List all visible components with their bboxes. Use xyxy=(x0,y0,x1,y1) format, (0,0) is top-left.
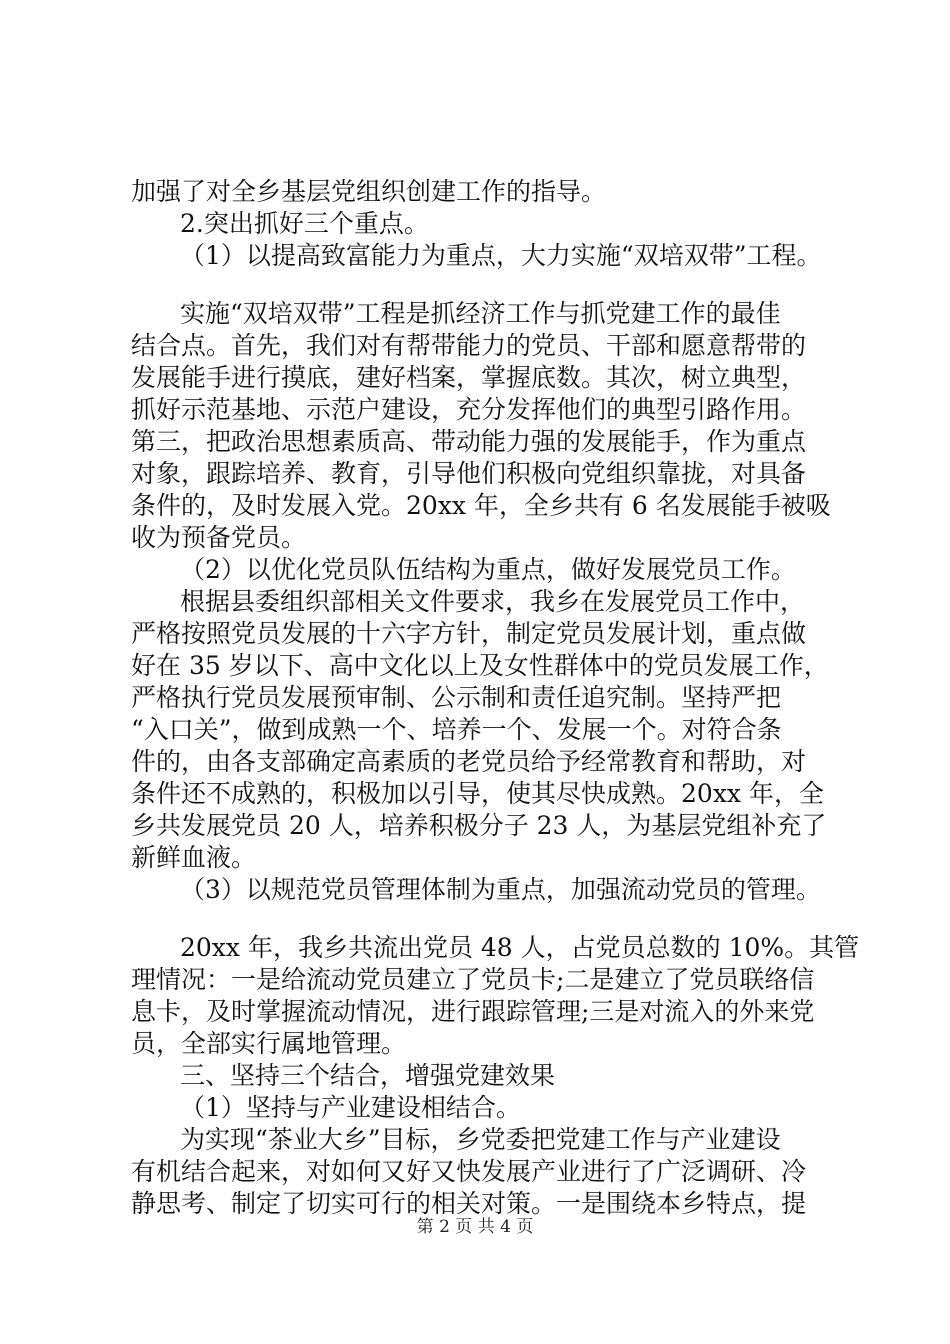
text-line: 实施“双培双带”工程是抓经济工作与抓党建工作的最佳 xyxy=(180,299,781,328)
text-line: 严格执行党员发展预审制、公示制和责任追究制。坚持严把 xyxy=(131,683,782,712)
section-heading: 三、坚持三个结合，增强党建效果 xyxy=(180,1061,556,1090)
text-line: 加强了对全乡基层党组织创建工作的指导。 xyxy=(131,177,607,206)
text-line: （3）以规范党员管理体制为重点，加强流动党员的管理。 xyxy=(180,875,821,904)
text-line: 乡共发展党员 20 人，培养积极分子 23 人，为基层党组补充了 xyxy=(131,811,827,840)
text-line: 对象，跟踪培养、教育，引导他们积极向党组织靠拢，对具备 xyxy=(131,459,807,488)
text-line: 严格按照党员发展的十六字方针，制定党员发展计划，重点做 xyxy=(131,619,807,648)
text-line: 发展能手进行摸底，建好档案，掌握底数。其次，树立典型， xyxy=(131,363,807,392)
text-line: （1）坚持与产业建设相结合。 xyxy=(180,1093,521,1122)
text-line: （2）以优化党员队伍结构为重点，做好发展党员工作。 xyxy=(180,555,796,584)
text-line: 20xx 年，我乡共流出党员 48 人，占党员总数的 10%。其管 xyxy=(180,933,860,962)
text-line: 收为预备党员。 xyxy=(131,523,307,552)
text-line: 第三，把政治思想素质高、带动能力强的发展能手，作为重点 xyxy=(131,427,807,456)
text-line: 2.突出抓好三个重点。 xyxy=(180,209,429,238)
page-number-footer: 第 2 页 共 4 页 xyxy=(416,1217,534,1237)
text-line: （1）以提高致富能力为重点，大力实施“双培双带”工程。 xyxy=(180,241,822,270)
text-line: 件的，由各支部确定高素质的老党员给予经常教育和帮助，对 xyxy=(131,747,807,776)
text-line: 静思考、制定了切实可行的相关对策。一是围绕本乡特点，提 xyxy=(131,1189,807,1218)
text-line: “入口关”，做到成熟一个、培养一个、发展一个。对符合条 xyxy=(131,715,782,744)
text-line: 结合点。首先，我们对有帮带能力的党员、干部和愿意帮带的 xyxy=(131,331,807,360)
text-line: 为实现“茶业大乡”目标，乡党委把党建工作与产业建设 xyxy=(180,1125,781,1154)
text-line: 根据县委组织部相关文件要求，我乡在发展党员工作中， xyxy=(180,587,806,616)
text-line: 条件还不成熟的，积极加以引导，使其尽快成熟。20xx 年，全 xyxy=(131,779,824,808)
text-line: 息卡，及时掌握流动情况，进行跟踪管理;三是对流入的外来党 xyxy=(131,997,815,1026)
text-line: 抓好示范基地、示范户建设，充分发挥他们的典型引路作用。 xyxy=(131,395,807,424)
text-line: 有机结合起来，对如何又好又快发展产业进行了广泛调研、冷 xyxy=(131,1157,807,1186)
text-line: 员，全部实行属地管理。 xyxy=(131,1029,407,1058)
text-line: 条件的，及时发展入党。20xx 年，全乡共有 6 名发展能手被吸 xyxy=(131,491,831,520)
text-line: 新鲜血液。 xyxy=(131,843,257,872)
text-line: 理情况：一是给流动党员建立了党员卡;二是建立了党员联络信 xyxy=(131,965,815,994)
text-line: 好在 35 岁以下、高中文化以上及女性群体中的党员发展工作， xyxy=(131,651,829,680)
